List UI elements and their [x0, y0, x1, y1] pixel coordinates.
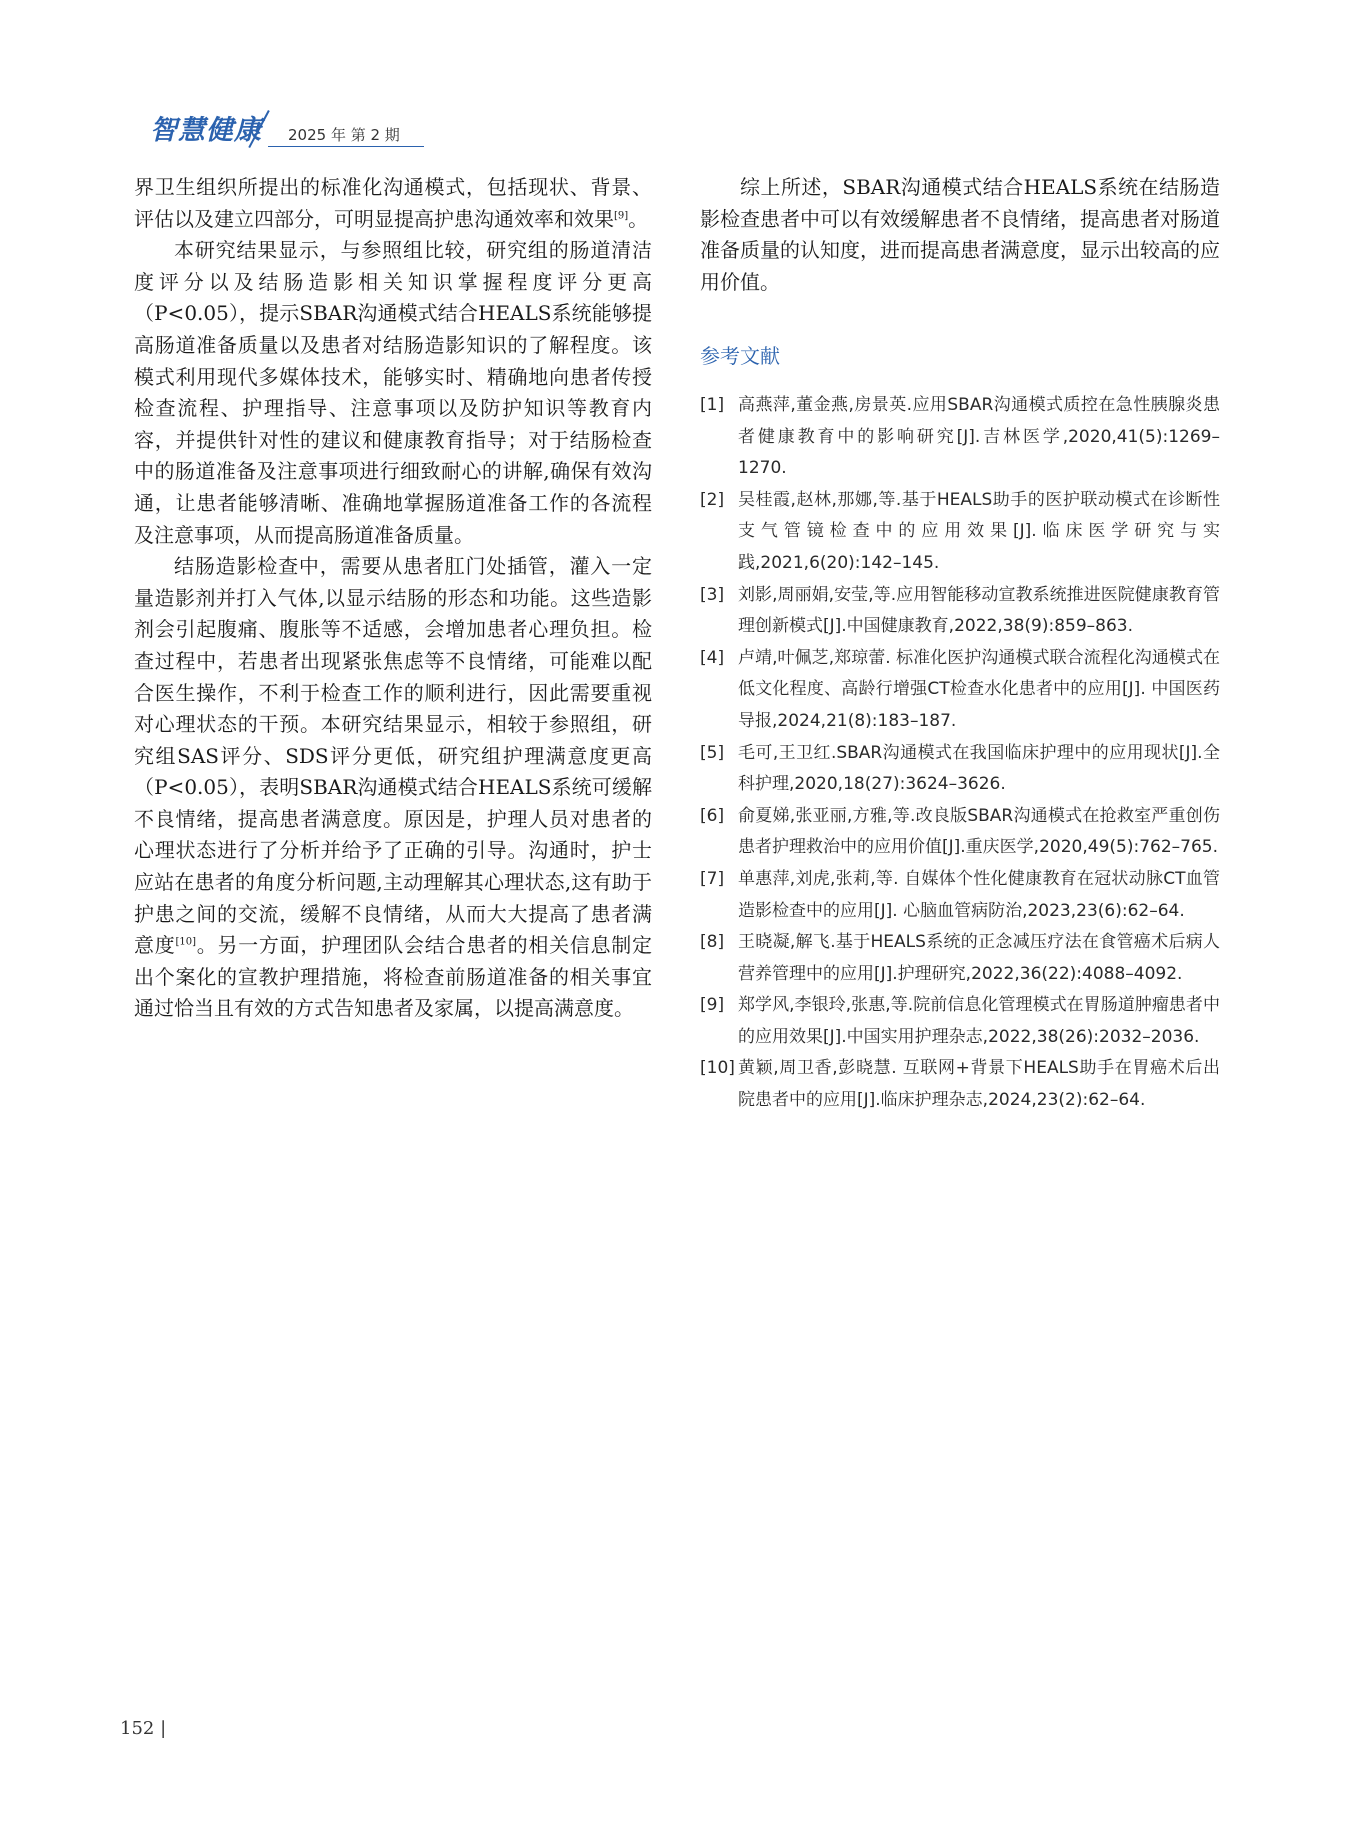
paragraph-1 [134, 172, 652, 235]
reference-text: 高燕萍,董金燕,房景英.应用SBAR沟通模式质控在急性胰腺炎患者健康教育中的影响研究[J].吉林医学,2020,41(5):1269–1270. [738, 395, 1220, 479]
reference-item [700, 485, 1220, 580]
reference-number: [10] [700, 1058, 735, 1079]
paragraph-3-text: 结肠造影检查中，需要从患者肛门处插管，灌入一定量造影剂并打入气体,以显示结肠的形态和功能。这些造影剂会引起腹痛、腹胀等不适感，会增加患者心理负担。检查过程中，若患者出现紧张焦虑等不良情绪，可能难以配合医生操作，不利于检查工作的顺利进行，因此需要重视对心理状态的干预。本研究结果显示，相较于参照组，研究组SAS评分、SDS评分更低，研究组护理满意度更高（P<0.05），表明SBAR沟通模式结合HEALS系统可缓解不良情绪，提高患者满意度。原因是，护理人员对患者的心理状态进行了分析并给予了正确的引导。沟通时，护士应站在患者的角度分析问题,主动理解其心理状态,这有助于护患之间的交流，缓解不良情绪，从而大大提高了患者满意度 [134, 554, 652, 958]
reference-text: 刘影,周丽娟,安莹,等.应用智能移动宣教系统推进医院健康教育管理创新模式[J].中国健康教育,2022,38(9):859–863. [738, 584, 1220, 637]
reference-number: [9] [700, 995, 725, 1016]
paragraph-2: 本研究结果显示，与参照组比较，研究组的肠道清洁度评分以及结肠造影相关知识掌握程度评分更高（P<0.05），提示SBAR沟通模式结合HEALS系统能够提高肠道准备质量以及患者对结肠造影知识的了解程度。该模式利用现代多媒体技术，能够实时、精确地向患者传授检查流程、护理指导、注意事项以及防护知识等教育内容，并提供针对性的建议和健康教育指导；对于结肠检查中的肠道准备及注意事项进行细致耐心的讲解,确保有效沟通，让患者能够清晰、准确地掌握肠道准备工作的各流程及注意事项，从而提高肠道准备质量。 [134, 238, 652, 547]
left-column [134, 172, 652, 1025]
conclusion-paragraph: 综上所述，SBAR沟通模式结合HEALS系统在结肠造影检查患者中可以有效缓解患者不良情绪，提高患者对肠道准备质量的认知度，进而提高患者满意度，显示出较高的应用价值。 [700, 175, 1220, 294]
reference-text: 郑学风,李银玲,张惠,等.院前信息化管理模式在胃肠道肿瘤患者中的应用效果[J].中国实用护理杂志,2022,38(26):2032–2036. [738, 995, 1220, 1047]
paragraph-1-text: 界卫生组织所提出的标准化沟通模式，包括现状、背景、评估以及建立四部分，可明显提高护患沟通效率和效果 [134, 175, 652, 231]
references-heading: 参考文献 [700, 344, 780, 368]
header-rule [268, 146, 424, 147]
reference-text: 俞夏娣,张亚丽,方雅,等.改良版SBAR沟通模式在抢救室严重创伤患者护理救治中的应用价值[J].重庆医学,2020,49(5):762–765. [738, 805, 1220, 858]
page-number: 152 | [120, 1718, 167, 1739]
reference-item [700, 390, 1220, 485]
reference-text: 卢靖,叶佩芝,郑琼蕾. 标准化医护沟通模式联合流程化沟通模式在低文化程度、高龄行增强CT检查水化患者中的应用[J]. 中国医药导报,2024,21(8):183–187. [738, 647, 1220, 731]
reference-text: 黄颖,周卫香,彭晓慧. 互联网+背景下HEALS助手在胃癌术后出院患者中的应用[J].临床护理杂志,2024,23(2):62–64. [738, 1058, 1220, 1111]
reference-number: [3] [700, 584, 725, 605]
reference-item [700, 864, 1220, 927]
paragraph-1-end: 。 [628, 206, 649, 231]
reference-number: [4] [700, 647, 725, 668]
reference-item [700, 927, 1220, 990]
reference-number: [8] [700, 932, 725, 953]
reference-number: [5] [700, 742, 725, 763]
reference-number: [7] [700, 868, 725, 889]
reference-number: [1] [700, 395, 725, 415]
reference-text: 单惠萍,刘虎,张莉,等. 自媒体个性化健康教育在冠状动脉CT血管造影检查中的应用[J]. 心脑血管病防治,2023,23(6):62–64. [738, 868, 1220, 921]
reference-number: [6] [700, 805, 725, 826]
reference-item [700, 738, 1220, 801]
reference-text: 吴桂霞,赵林,那娜,等.基于HEALS助手的医护联动模式在诊断性支气管镜检查中的应用效果[J].临床医学研究与实践,2021,6(20):142–145. [738, 489, 1220, 573]
reference-text: 毛可,王卫红.SBAR沟通模式在我国临床护理中的应用现状[J].全科护理,2020,18(27):3624–3626. [738, 742, 1220, 795]
citation-9: [9] [614, 209, 629, 221]
right-column [700, 172, 1220, 1111]
reference-text: 王晓凝,解飞.基于HEALS系统的正念减压疗法在食管癌术后病人营养管理中的应用[J].护理研究,2022,36(22):4088–4092. [738, 932, 1220, 984]
running-header [150, 108, 430, 150]
paragraph-3-end: 。另一方面，护理团队会结合患者的相关信息制定出个案化的宣教护理措施，将检查前肠道准备的相关事宜通过恰当且有效的方式告知患者及家属，以提高满意度。 [134, 933, 653, 1021]
reference-list [700, 390, 1220, 1117]
reference-number: [2] [700, 489, 725, 510]
reference-item [700, 643, 1220, 738]
reference-item [700, 1053, 1220, 1116]
paragraph-3 [134, 551, 652, 1025]
issue-label: 2025 年 第 2 期 [288, 126, 400, 144]
reference-item [700, 801, 1220, 864]
journal-name: 智慧健康 [150, 115, 262, 146]
citation-10: [10] [175, 936, 196, 948]
reference-item [700, 990, 1220, 1053]
reference-item [700, 580, 1220, 643]
